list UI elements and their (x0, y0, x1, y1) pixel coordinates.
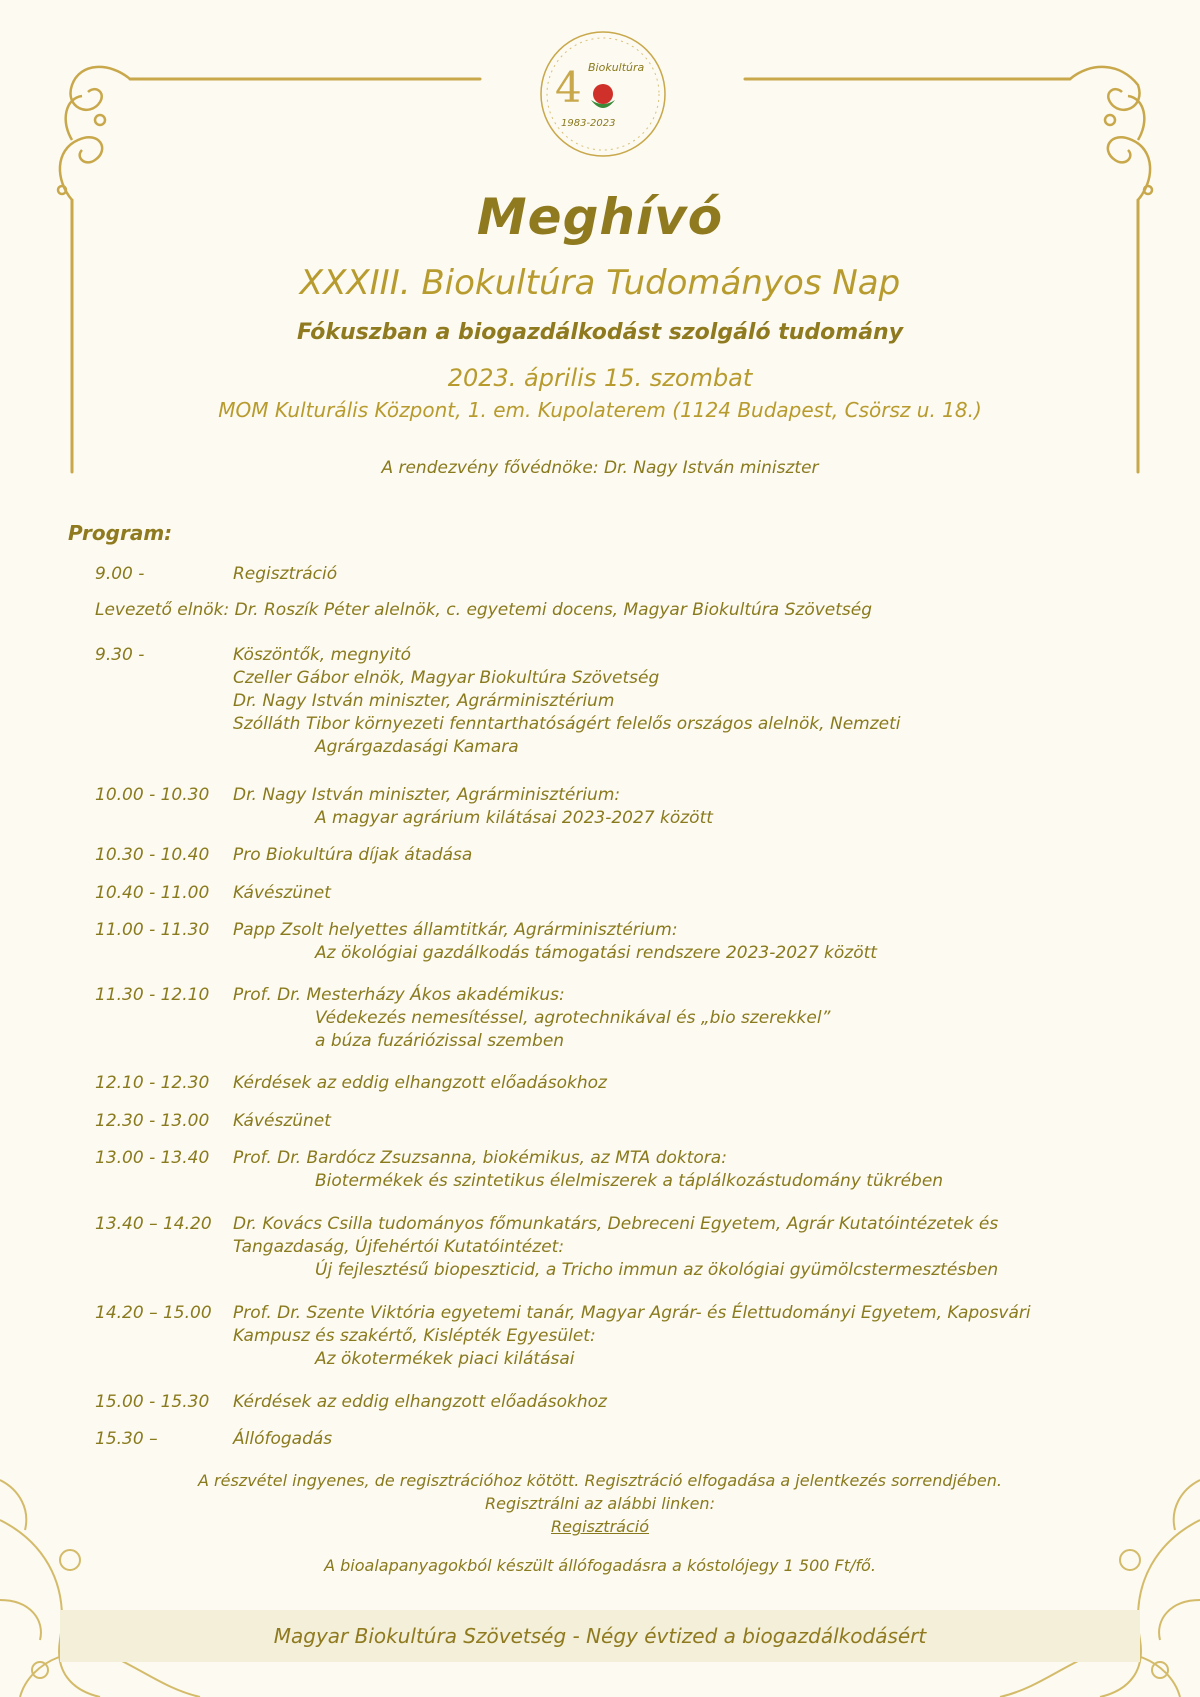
program-time: 11.30 - 12.10 (95, 985, 210, 1005)
program-item (233, 984, 1133, 1053)
program-line: Dr. Kovács Csilla tudományos főmunkatárs, Debreceni Egyetem, Agrár Kutatóintézetek és (233, 1214, 999, 1234)
program-line: Kérdések az eddig elhangzott előadásokhoz (233, 1073, 607, 1093)
program-line: Az ökológiai gazdálkodás támogatási rendszere 2023-2027 között (315, 943, 877, 963)
program-item (233, 1110, 1133, 1133)
ticket-price-note: A bioalapanyagokból készült állófogadásra a kóstolójegy 1 500 Ft/fő. (324, 1556, 876, 1575)
program-line: Kávészünet (233, 883, 331, 903)
registration-prompt: Regisztrálni az alábbi linken: (485, 1494, 715, 1513)
program-line: Szólláth Tibor környezeti fenntarthatóságért felelős országos alelnök, Nemzeti (233, 714, 901, 734)
program-heading: Program: (68, 521, 173, 545)
program-time: 10.40 - 11.00 (95, 883, 210, 903)
program-line: Prof. Dr. Szente Viktória egyetemi tanár, Magyar Agrár- és Élettudományi Egyetem, Kaposvári (233, 1303, 1031, 1323)
biokultura-40-logo (533, 24, 673, 164)
program-item (233, 563, 1133, 586)
program-item (233, 1147, 1133, 1193)
registration-link[interactable]: Regisztráció (551, 1517, 649, 1536)
program-line: Védekezés nemesítéssel, agrotechnikával és „bio szerekkel” (315, 1008, 831, 1028)
program-line: Állófogadás (233, 1429, 333, 1449)
svg-text:1983-2023: 1983-2023 (561, 118, 616, 129)
top-right-scroll-ornament (1070, 67, 1152, 200)
program-line: Czeller Gábor elnök, Magyar Biokultúra Szövetség (233, 668, 660, 688)
program-time: 15.30 – (95, 1429, 158, 1449)
program-item (233, 1428, 1133, 1451)
svg-text:Biokultúra: Biokultúra (588, 61, 645, 74)
program-moderator: Levezető elnök: Dr. Roszík Péter alelnök, c. egyetemi docens, Magyar Biokultúra Szövetség (95, 600, 873, 620)
footer-tagline: Magyar Biokultúra Szövetség - Négy évtized a biogazdálkodásért (273, 1624, 927, 1648)
program-time: 10.00 - 10.30 (95, 785, 210, 805)
program-line: Biotermékek és szintetikus élelmiszerek a táplálkozástudomány tükrében (315, 1171, 944, 1191)
program-line: Dr. Nagy István miniszter, Agrárminisztérium: (233, 785, 621, 805)
program-time: 9.30 - (95, 645, 145, 665)
event-date: 2023. április 15. szombat (447, 364, 753, 392)
program-item (233, 1302, 1133, 1371)
program-line: Kampusz és szakértő, Kislépték Egyesület: (233, 1326, 596, 1346)
program-time: 15.00 - 15.30 (95, 1392, 210, 1412)
event-subtitle: XXXIII. Biokultúra Tudományos Nap (299, 263, 901, 303)
program-line: Tangazdaság, Újfehértói Kutatóintézet: (233, 1237, 565, 1257)
program-line: Papp Zsolt helyettes államtitkár, Agrárminisztérium: (233, 920, 678, 940)
page-title: Meghívó (476, 188, 724, 246)
program-time: 9.00 - (95, 564, 145, 584)
event-patron: A rendezvény fővédnöke: Dr. Nagy István miniszter (381, 458, 819, 478)
event-focus: Fókuszban a biogazdálkodást szolgáló tudomány (296, 320, 904, 345)
registration-notes (0, 1469, 1200, 1538)
program-item (233, 844, 1133, 867)
program-time: 10.30 - 10.40 (95, 845, 210, 865)
program-line: Kérdések az eddig elhangzott előadásokhoz (233, 1392, 607, 1412)
event-venue: MOM Kulturális Központ, 1. em. Kupolaterem (1124 Budapest, Csörsz u. 18.) (218, 398, 982, 422)
program-item (233, 1391, 1133, 1414)
registration-note: A részvétel ingyenes, de regisztrációhoz kötött. Regisztráció elfogadása a jelentkezés sorrendjében. (198, 1471, 1002, 1490)
program-line: Köszöntők, megnyitó (233, 645, 412, 665)
program-time: 12.10 - 12.30 (95, 1073, 210, 1093)
program-item (233, 644, 1133, 759)
program-time: 13.00 - 13.40 (95, 1148, 210, 1168)
program-item (233, 1213, 1133, 1282)
program-time: 11.00 - 11.30 (95, 920, 210, 940)
program-item (233, 1072, 1133, 1095)
program-time: 12.30 - 13.00 (95, 1111, 210, 1131)
program-time: 13.40 – 14.20 (95, 1214, 212, 1234)
program-time: 14.20 – 15.00 (95, 1303, 212, 1323)
program-line: a búza fuzáriózissal szemben (315, 1031, 565, 1051)
program-item (233, 919, 1133, 965)
program-item (233, 882, 1133, 905)
logo-red-sun (593, 84, 613, 104)
top-left-scroll-ornament (58, 67, 130, 200)
program-line: Prof. Dr. Mesterházy Ákos akadémikus: (233, 985, 565, 1005)
logo-number-4: 4 (555, 63, 582, 112)
program-line: Pro Biokultúra díjak átadása (233, 845, 473, 865)
program-item (233, 784, 1133, 830)
program-line: Kávészünet (233, 1111, 331, 1131)
program-line: Új fejlesztésű biopeszticid, a Tricho immun az ökológiai gyümölcstermesztésben (315, 1260, 999, 1280)
program-line: Az ökotermékek piaci kilátásai (315, 1349, 575, 1369)
program-line: Agrárgazdasági Kamara (315, 737, 519, 757)
program-line: Regisztráció (233, 564, 338, 584)
program-line: Dr. Nagy István miniszter, Agrárminisztérium (233, 691, 615, 711)
program-line: A magyar agrárium kilátásai 2023-2027 között (315, 808, 713, 828)
program-line: Prof. Dr. Bardócz Zsuzsanna, biokémikus, az MTA doktora: (233, 1148, 727, 1168)
